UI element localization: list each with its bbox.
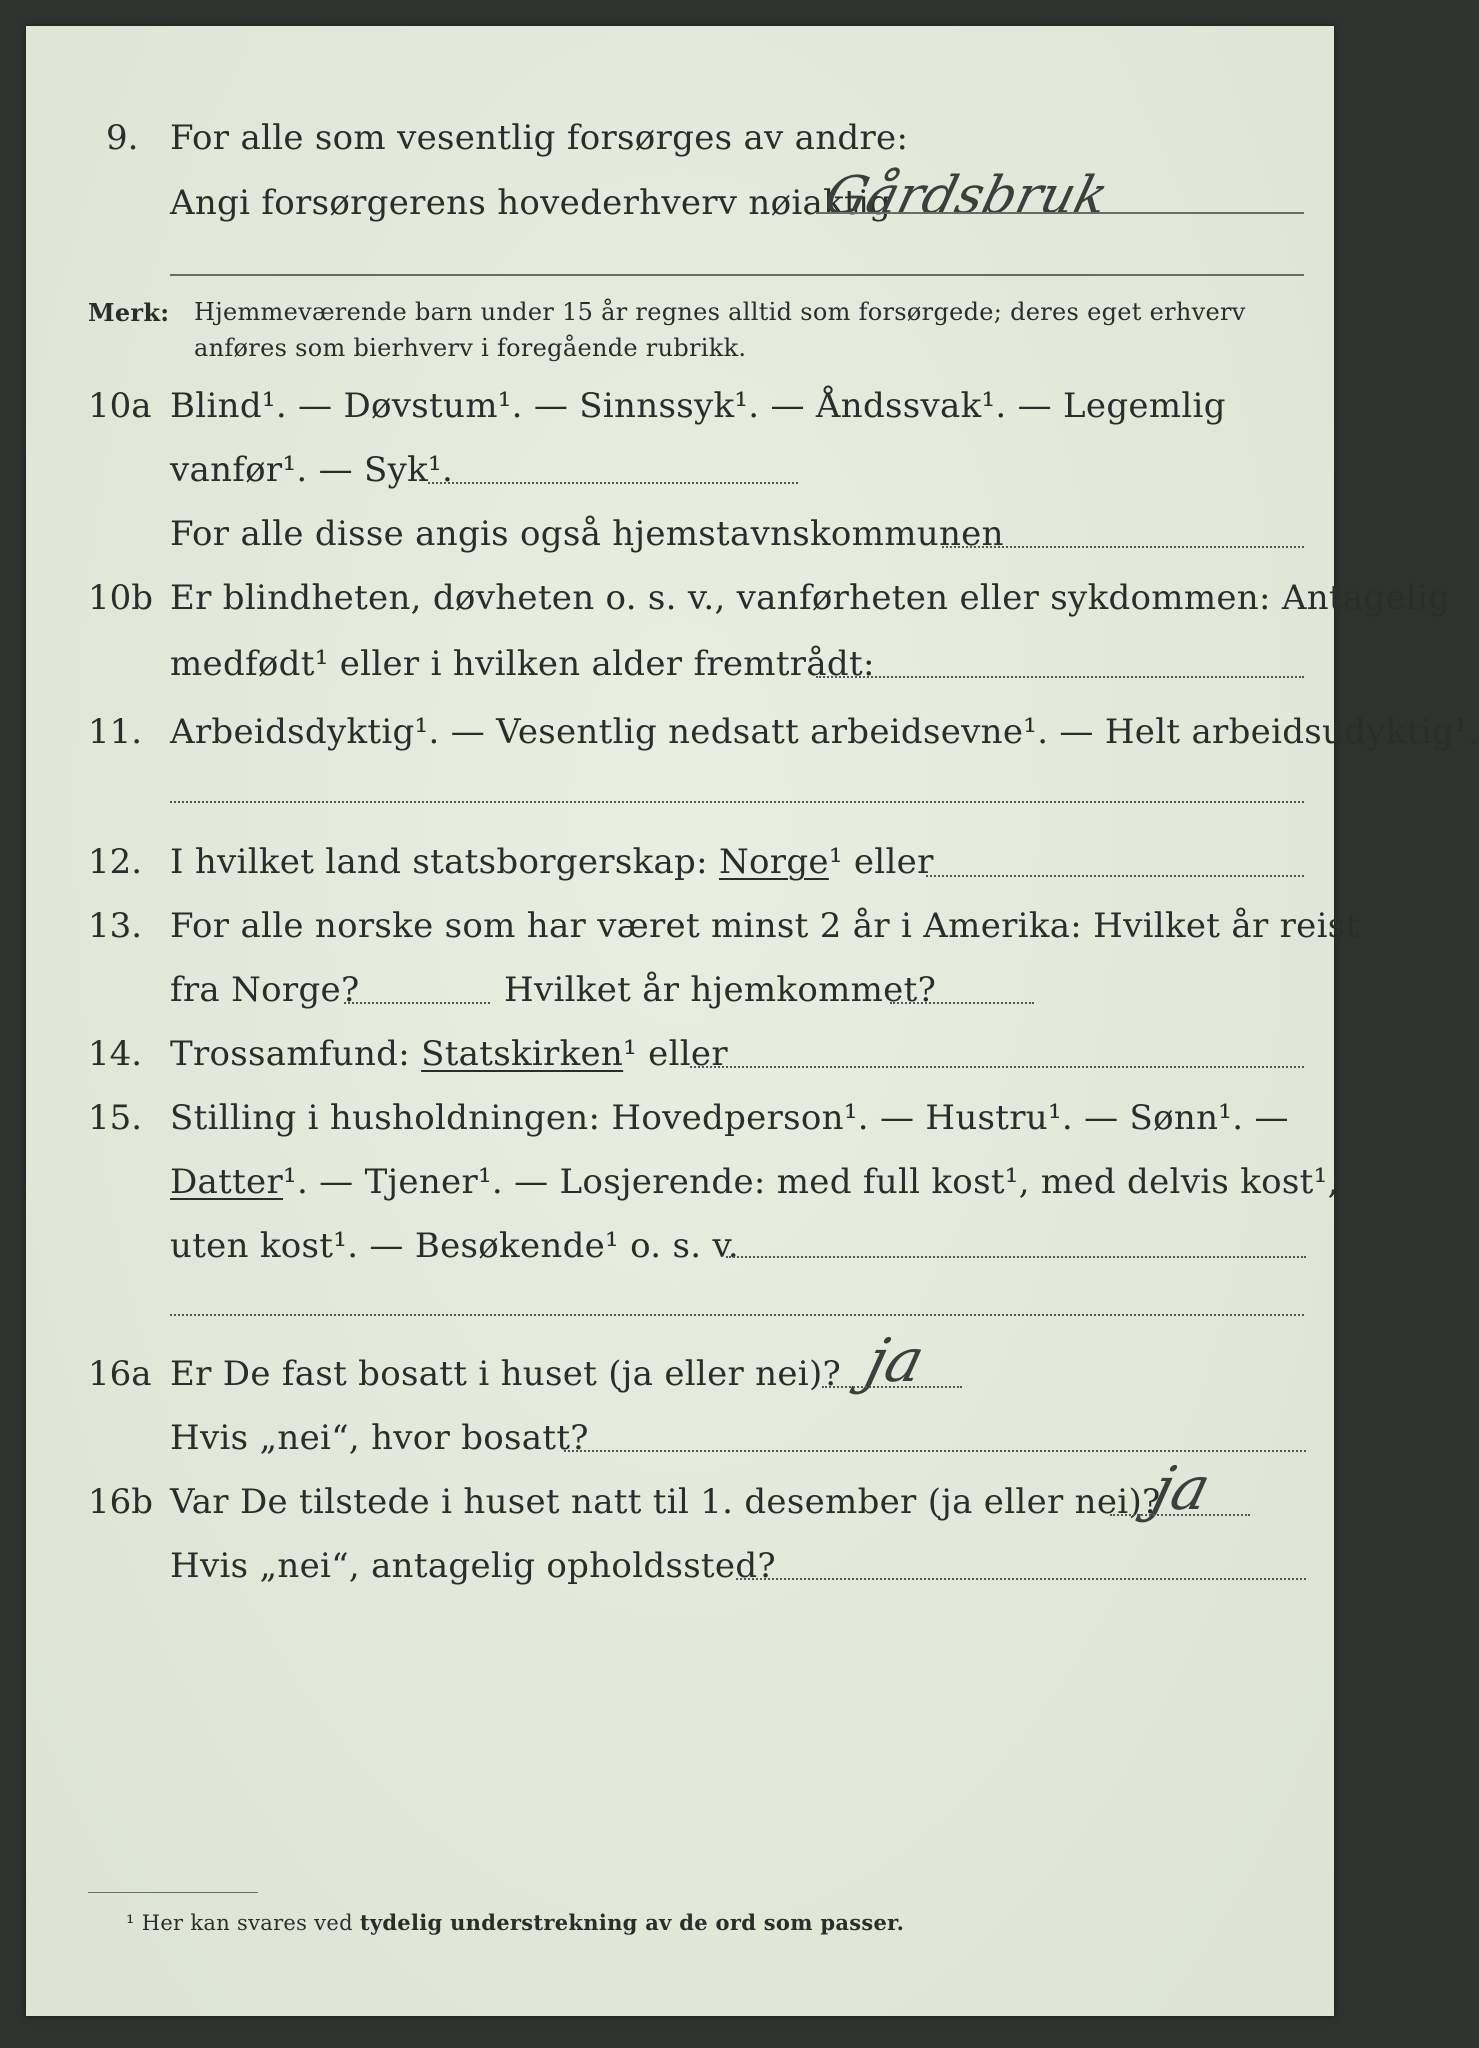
q15-line1: Stilling i husholdningen: Hovedperson¹. — Hustru¹. — Sønn¹. — [170, 1098, 1289, 1138]
q15-line3: uten kost¹. — Besøkende¹ o. s. v. [170, 1226, 740, 1266]
q10a-home-dotted-line [942, 546, 1304, 548]
q14-line [170, 1034, 728, 1074]
q10a-line1: Blind¹. — Døvstum¹. — Sinnssyk¹. — Åndssvak¹. — Legemlig [170, 386, 1226, 426]
q11-number: 11. [88, 712, 143, 752]
q16b-handwritten-answer[interactable]: ja [1145, 1454, 1218, 1524]
footnote [126, 1910, 904, 1935]
q13-line2b: Hvilket år hjemkommet? [504, 970, 937, 1010]
q14-choice-statskirken[interactable]: Statskirken [421, 1034, 624, 1074]
q13-right-dotted-line [890, 1002, 1034, 1004]
q15-choice-datter[interactable]: Datter [170, 1162, 284, 1202]
footnote-plain: Her kan svares ved [141, 1911, 353, 1935]
q12-question: I hvilket land statsborgerskap: [170, 842, 708, 882]
q10b-line1: Er blindheten, døvheten o. s. v., vanførheten eller sykdommen: Antagelig [170, 578, 1451, 618]
q13-number: 13. [88, 906, 143, 946]
merk-line1: Hjemmeværende barn under 15 år regnes alltid som forsørgede; deres eget erhverv [194, 298, 1246, 326]
q12-choice-norge[interactable]: Norge [718, 842, 829, 882]
q12-line [170, 842, 934, 882]
q12-post: ¹ eller [828, 842, 934, 882]
q9-line2: Angi forsørgerens hovederhverv nøiaktig [170, 183, 892, 223]
q16b-answer-dotted-line [1110, 1514, 1250, 1516]
q16a-dotted-line [564, 1450, 1306, 1452]
q14-label: Trossamfund: [170, 1034, 411, 1074]
q16b-number: 16b [88, 1482, 154, 1522]
q11-line1: Arbeidsdyktig¹. — Vesentlig nedsatt arbeidsevne¹. — Helt arbeidsudyktig¹. [170, 712, 1479, 752]
q13-left-dotted-line [344, 1002, 490, 1004]
census-form-page [26, 26, 1479, 2016]
q9-handwritten-answer[interactable]: Gårdsbruk [818, 166, 1114, 226]
q9-answer-line [816, 212, 1304, 214]
q16a-line2: Hvis „nei“, hvor bosatt? [170, 1418, 589, 1458]
q9-extra-line [170, 274, 1304, 276]
q10a-number: 10a [88, 386, 152, 426]
q10a-line3: For alle disse angis også hjemstavnskommunen [170, 514, 1004, 554]
q13-line2a: fra Norge? [170, 970, 360, 1010]
footnote-rule [88, 1892, 258, 1893]
q16a-number: 16a [88, 1354, 152, 1394]
q12-dotted-line [926, 875, 1304, 877]
q9-line1: For alle som vesentlig forsørges av andre: [170, 118, 909, 158]
q10b-number: 10b [88, 578, 154, 618]
q9-number: 9. [106, 118, 139, 158]
q16a-answer-dotted-line [822, 1386, 962, 1388]
q16b-dotted-line [736, 1578, 1306, 1580]
merk-line2: anføres som bierhverv i foregående rubrikk. [194, 334, 747, 362]
q15-line2 [170, 1162, 1339, 1202]
q13-line1: For alle norske som har været minst 2 år i Amerika: Hvilket år reist [170, 906, 1360, 946]
footnote-mark: ¹ [126, 1911, 135, 1935]
q16a-line1: Er De fast bosatt i huset (ja eller nei)? [170, 1354, 842, 1394]
q10a-sick-dotted-line [428, 482, 798, 484]
q15-line2-rest: ¹. — Tjener¹. — Losjerende: med full kost¹, med delvis kost¹, [283, 1162, 1339, 1202]
q15-number: 15. [88, 1098, 143, 1138]
q14-dotted-line [690, 1066, 1304, 1068]
q10b-dotted-line [816, 676, 1304, 678]
footnote-bold: tydelig understrekning av de ord som passer. [359, 1910, 905, 1935]
q16b-line1: Var De tilstede i huset natt til 1. desember (ja eller nei)? [170, 1482, 1161, 1522]
q15-dotted-line [726, 1256, 1306, 1258]
q11-dotted-line [170, 801, 1304, 803]
q10b-line2: medfødt¹ eller i hvilken alder fremtrådt: [170, 644, 875, 684]
merk-label: Merk: [88, 298, 170, 327]
q10a-line2: vanfør¹. — Syk¹. [170, 450, 454, 490]
q16a-handwritten-answer[interactable]: ja [859, 1326, 932, 1396]
q14-number: 14. [88, 1034, 143, 1074]
q16b-line2: Hvis „nei“, antagelig opholdssted? [170, 1546, 776, 1586]
q14-post: ¹ eller [623, 1034, 728, 1074]
q15-extra-dotted-line [170, 1314, 1304, 1316]
q12-number: 12. [88, 842, 143, 882]
